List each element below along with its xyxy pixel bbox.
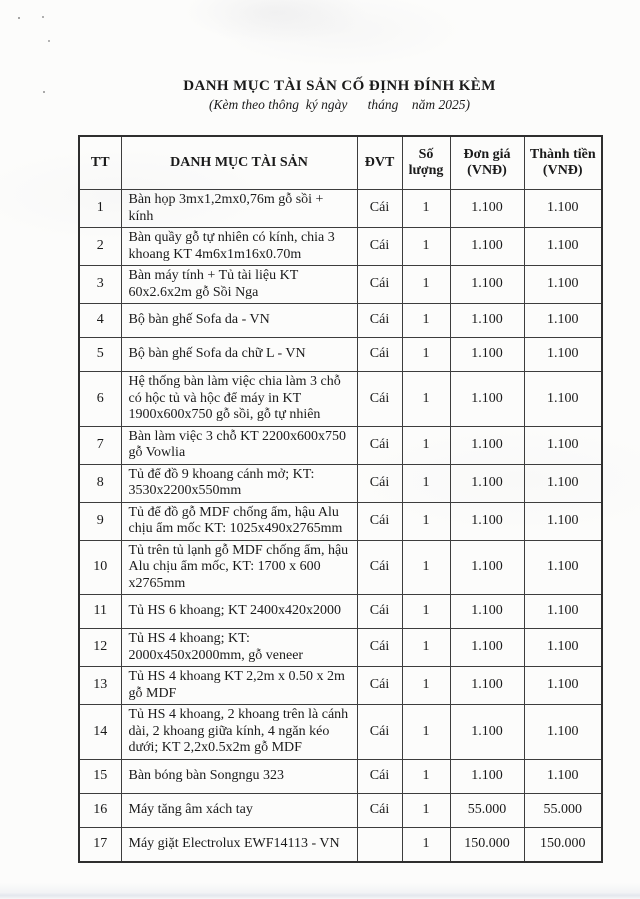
col-header-unit-price: Đơn giá (VNĐ) xyxy=(450,136,524,190)
cell-tt: 14 xyxy=(79,705,121,760)
cell-tt: 4 xyxy=(79,304,121,338)
cell-name: Tủ để đồ gỗ MDF chống ẩm, hậu Alu chịu ẩm mốc KT: 1025x490x2765mm xyxy=(121,502,357,540)
table-row xyxy=(79,540,602,595)
table-row xyxy=(79,266,602,304)
cell-tt: 7 xyxy=(79,426,121,464)
document-title: DANH MỤC TÀI SẢN CỐ ĐỊNH ĐÍNH KÈM xyxy=(183,78,496,94)
cell-tt: 11 xyxy=(79,595,121,629)
cell-unit_price: 1.100 xyxy=(450,304,524,338)
cell-qty: 1 xyxy=(402,426,450,464)
cell-dvt: Cái xyxy=(357,629,402,667)
cell-tt: 12 xyxy=(79,629,121,667)
asset-table-body xyxy=(79,190,602,862)
cell-dvt: Cái xyxy=(357,595,402,629)
cell-name: Tủ HS 4 khoang, 2 khoang trên là cánh dài, 2 khoang giữa kính, 4 ngăn kéo dưới; KT 2,2x0.5x2m gỗ MDF xyxy=(121,705,357,760)
cell-unit_price: 1.100 xyxy=(450,464,524,502)
table-row xyxy=(79,426,602,464)
cell-unit_price: 1.100 xyxy=(450,266,524,304)
cell-unit_price: 1.100 xyxy=(450,426,524,464)
cell-total: 1.100 xyxy=(524,629,602,667)
cell-total: 1.100 xyxy=(524,502,602,540)
col-header-tt: TT xyxy=(79,136,121,190)
asset-table xyxy=(78,135,603,863)
cell-unit_price: 1.100 xyxy=(450,190,524,228)
cell-unit_price: 1.100 xyxy=(450,540,524,595)
cell-unit_price: 1.100 xyxy=(450,228,524,266)
cell-name: Bàn bóng bàn Songngu 323 xyxy=(121,759,357,793)
cell-dvt: Cái xyxy=(357,667,402,705)
cell-name: Máy giặt Electrolux EWF14113 - VN xyxy=(121,827,357,862)
cell-unit_price: 1.100 xyxy=(450,372,524,427)
cell-qty: 1 xyxy=(402,502,450,540)
cell-qty: 1 xyxy=(402,338,450,372)
cell-qty: 1 xyxy=(402,793,450,827)
cell-total: 1.100 xyxy=(524,190,602,228)
cell-tt: 16 xyxy=(79,793,121,827)
cell-qty: 1 xyxy=(402,228,450,266)
cell-tt: 1 xyxy=(79,190,121,228)
cell-tt: 5 xyxy=(79,338,121,372)
cell-tt: 8 xyxy=(79,464,121,502)
cell-dvt: Cái xyxy=(357,190,402,228)
cell-total: 1.100 xyxy=(524,426,602,464)
cell-tt: 6 xyxy=(79,372,121,427)
header-row xyxy=(79,136,602,190)
cell-tt: 10 xyxy=(79,540,121,595)
cell-tt: 9 xyxy=(79,502,121,540)
cell-qty: 1 xyxy=(402,190,450,228)
table-row xyxy=(79,629,602,667)
cell-dvt: Cái xyxy=(357,338,402,372)
table-row xyxy=(79,502,602,540)
table-row xyxy=(79,595,602,629)
cell-tt: 15 xyxy=(79,759,121,793)
cell-dvt: Cái xyxy=(357,793,402,827)
cell-name: Bàn quầy gỗ tự nhiên có kính, chia 3 khoang KT 4m6x1m16x0.70m xyxy=(121,228,357,266)
table-row xyxy=(79,372,602,427)
cell-unit_price: 1.100 xyxy=(450,759,524,793)
asset-table-header xyxy=(79,136,602,190)
cell-total: 1.100 xyxy=(524,667,602,705)
cell-name: Tủ HS 6 khoang; KT 2400x420x2000 xyxy=(121,595,357,629)
cell-total: 150.000 xyxy=(524,827,602,862)
cell-total: 1.100 xyxy=(524,304,602,338)
cell-name: Tủ HS 4 khoang; KT: 2000x450x2000mm, gỗ veneer xyxy=(121,629,357,667)
scan-artifact-specks xyxy=(18,17,20,19)
cell-name: Máy tăng âm xách tay xyxy=(121,793,357,827)
cell-unit_price: 1.100 xyxy=(450,629,524,667)
table-row xyxy=(79,759,602,793)
cell-total: 1.100 xyxy=(524,228,602,266)
table-row xyxy=(79,228,602,266)
cell-name: Bàn họp 3mx1,2mx0,76m gỗ sồi + kính xyxy=(121,190,357,228)
document-subtitle: (Kèm theo thông ký ngày tháng năm 2025) xyxy=(209,97,470,112)
table-row xyxy=(79,793,602,827)
cell-dvt xyxy=(357,827,402,862)
cell-tt: 2 xyxy=(79,228,121,266)
table-row xyxy=(79,667,602,705)
cell-name: Tủ để đồ 9 khoang cánh mở; KT: 3530x2200x550mm xyxy=(121,464,357,502)
scan-edge-shadow xyxy=(0,883,640,899)
cell-name: Bộ bàn ghế Sofa da chữ L - VN xyxy=(121,338,357,372)
cell-unit_price: 150.000 xyxy=(450,827,524,862)
cell-dvt: Cái xyxy=(357,464,402,502)
cell-qty: 1 xyxy=(402,705,450,760)
cell-total: 1.100 xyxy=(524,372,602,427)
cell-name: Hệ thống bàn làm việc chia làm 3 chỗ có hộc tủ và hộc để máy in KT 1900x600x750 gỗ sồi, gỗ tự nhiên xyxy=(121,372,357,427)
cell-qty: 1 xyxy=(402,595,450,629)
table-row xyxy=(79,827,602,862)
cell-total: 1.100 xyxy=(524,759,602,793)
cell-dvt: Cái xyxy=(357,502,402,540)
cell-total: 55.000 xyxy=(524,793,602,827)
cell-total: 1.100 xyxy=(524,464,602,502)
cell-total: 1.100 xyxy=(524,266,602,304)
cell-qty: 1 xyxy=(402,667,450,705)
cell-unit_price: 1.100 xyxy=(450,338,524,372)
col-header-description: DANH MỤC TÀI SẢN xyxy=(121,136,357,190)
table-row xyxy=(79,338,602,372)
cell-qty: 1 xyxy=(402,372,450,427)
cell-qty: 1 xyxy=(402,759,450,793)
cell-unit_price: 1.100 xyxy=(450,502,524,540)
cell-unit_price: 55.000 xyxy=(450,793,524,827)
cell-name: Bàn làm việc 3 chỗ KT 2200x600x750 gỗ Vowlia xyxy=(121,426,357,464)
table-row xyxy=(79,705,602,760)
cell-name: Tủ trên tủ lạnh gỗ MDF chống ẩm, hậu Alu chịu ẩm mốc, KT: 1700 x 600 x2765mm xyxy=(121,540,357,595)
cell-total: 1.100 xyxy=(524,705,602,760)
cell-dvt: Cái xyxy=(357,228,402,266)
table-row xyxy=(79,190,602,228)
cell-qty: 1 xyxy=(402,540,450,595)
cell-total: 1.100 xyxy=(524,540,602,595)
cell-unit_price: 1.100 xyxy=(450,667,524,705)
cell-dvt: Cái xyxy=(357,426,402,464)
cell-qty: 1 xyxy=(402,266,450,304)
cell-total: 1.100 xyxy=(524,595,602,629)
cell-tt: 17 xyxy=(79,827,121,862)
cell-name: Bộ bàn ghế Sofa da - VN xyxy=(121,304,357,338)
cell-qty: 1 xyxy=(402,629,450,667)
cell-dvt: Cái xyxy=(357,705,402,760)
cell-name: Bàn máy tính + Tủ tài liệu KT 60x2.6x2m gỗ Sồi Nga xyxy=(121,266,357,304)
cell-dvt: Cái xyxy=(357,540,402,595)
col-header-dvt: ĐVT xyxy=(357,136,402,190)
table-row xyxy=(79,464,602,502)
cell-tt: 3 xyxy=(79,266,121,304)
cell-qty: 1 xyxy=(402,464,450,502)
cell-dvt: Cái xyxy=(357,304,402,338)
table-row xyxy=(79,304,602,338)
cell-unit_price: 1.100 xyxy=(450,705,524,760)
cell-qty: 1 xyxy=(402,827,450,862)
col-header-total: Thành tiền (VNĐ) xyxy=(524,136,602,190)
cell-total: 1.100 xyxy=(524,338,602,372)
cell-unit_price: 1.100 xyxy=(450,595,524,629)
cell-tt: 13 xyxy=(79,667,121,705)
cell-dvt: Cái xyxy=(357,372,402,427)
cell-dvt: Cái xyxy=(357,266,402,304)
col-header-quantity: Số lượng xyxy=(402,136,450,190)
cell-qty: 1 xyxy=(402,304,450,338)
cell-dvt: Cái xyxy=(357,759,402,793)
cell-name: Tủ HS 4 khoang KT 2,2m x 0.50 x 2m gỗ MDF xyxy=(121,667,357,705)
